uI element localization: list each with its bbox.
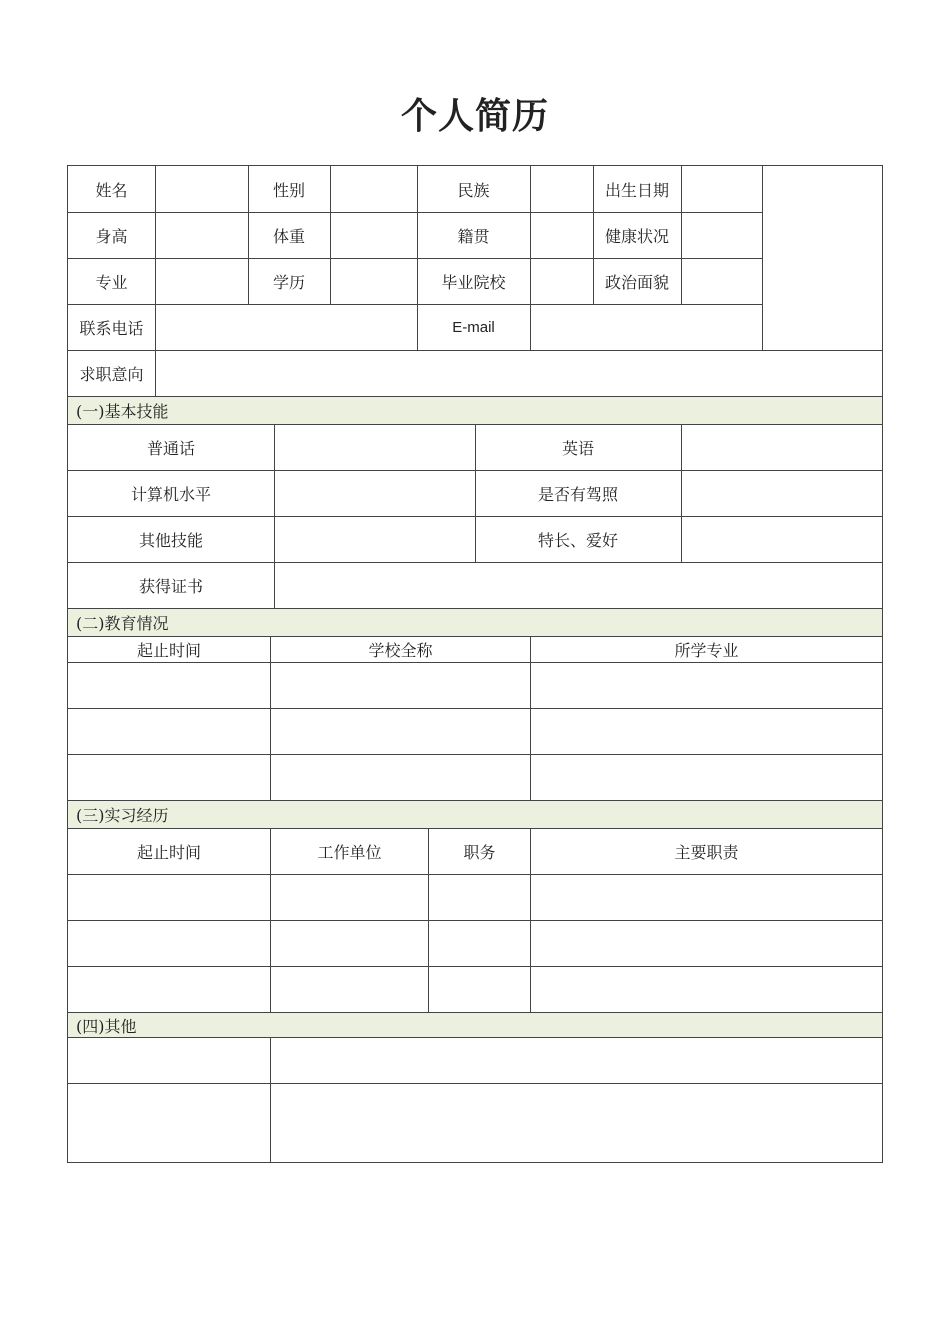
gender-field[interactable] [331,166,417,212]
label-phone: 联系电话 [79,318,144,338]
photo-area[interactable] [763,166,882,350]
label-height: 身高 [95,226,128,246]
edu-col-major: 所学专业 [674,640,739,660]
english-field[interactable] [682,424,882,470]
graduated-from-field[interactable] [531,258,593,304]
intern-row-3-duties[interactable] [531,966,882,1012]
intern-row-1-employer[interactable] [271,874,428,920]
edu-row-2-school[interactable] [271,708,530,754]
label-certificates: 获得证书 [138,576,203,596]
health-field[interactable] [682,212,762,258]
label-birth-date: 出生日期 [604,180,669,200]
native-place-field[interactable] [531,212,593,258]
edu-row-2-major[interactable] [531,708,882,754]
intern-row-2-position[interactable] [429,920,530,966]
intern-row-3-period[interactable] [68,966,270,1012]
intern-row-1-position[interactable] [429,874,530,920]
other-row-1-content[interactable] [271,1038,882,1083]
edu-row-1-school[interactable] [271,662,530,708]
hobbies-field[interactable] [682,516,882,562]
intern-row-1-duties[interactable] [531,874,882,920]
driver-license-field[interactable] [682,470,882,516]
mandarin-field[interactable] [275,424,475,470]
other-skills-field[interactable] [275,516,475,562]
label-english: 英语 [561,438,594,458]
page-title: 个人简历 [400,96,549,137]
birth-date-field[interactable] [682,166,762,212]
label-driver-license: 是否有驾照 [537,484,618,504]
computer-field[interactable] [275,470,475,516]
intern-col-period: 起止时间 [136,842,201,862]
other-row-2-content[interactable] [271,1084,882,1162]
edu-row-1-major[interactable] [531,662,882,708]
major-field[interactable] [156,258,248,304]
job-intention-field[interactable] [156,350,882,396]
label-native-place: 籍贯 [457,226,490,246]
edu-row-3-major[interactable] [531,754,882,800]
certificates-field[interactable] [275,562,882,608]
label-ethnicity: 民族 [457,180,490,200]
intern-row-1-period[interactable] [68,874,270,920]
intern-col-duties: 主要职责 [674,842,739,862]
label-weight: 体重 [272,226,305,246]
section-internship-heading: (三)实习经历 [68,801,882,828]
intern-row-2-employer[interactable] [271,920,428,966]
edu-row-3-school[interactable] [271,754,530,800]
political-status-field[interactable] [682,258,762,304]
education-field[interactable] [331,258,417,304]
section-skills-heading: (一)基本技能 [68,397,882,424]
label-gender: 性别 [272,180,305,200]
section-other-heading: (四)其他 [68,1013,882,1037]
label-computer: 计算机水平 [130,484,211,504]
height-field[interactable] [156,212,248,258]
weight-field[interactable] [331,212,417,258]
edu-col-period: 起止时间 [136,640,201,660]
label-health: 健康状况 [604,226,669,246]
name-field[interactable] [156,166,248,212]
edu-row-2-period[interactable] [68,708,270,754]
edu-row-1-period[interactable] [68,662,270,708]
edu-row-3-period[interactable] [68,754,270,800]
label-name: 姓名 [95,180,128,200]
resume-form [67,165,883,1163]
phone-field[interactable] [156,304,417,350]
edu-col-school: 学校全称 [368,640,433,660]
label-job-intention: 求职意向 [79,364,144,384]
intern-row-2-period[interactable] [68,920,270,966]
label-hobbies: 特长、爱好 [537,530,618,550]
label-major: 专业 [95,272,128,292]
intern-col-employer: 工作单位 [317,842,382,862]
section-education-heading: (二)教育情况 [68,609,882,636]
intern-row-3-employer[interactable] [271,966,428,1012]
other-row-2-label[interactable] [68,1084,270,1162]
intern-col-position: 职务 [463,842,496,862]
label-graduated-from: 毕业院校 [441,272,506,292]
email-field[interactable] [531,304,762,350]
ethnicity-field[interactable] [531,166,593,212]
label-email: E-mail [452,318,495,336]
label-mandarin: 普通话 [146,438,195,458]
label-education: 学历 [272,272,305,292]
other-row-1-label[interactable] [68,1038,270,1083]
intern-row-3-position[interactable] [429,966,530,1012]
intern-row-2-duties[interactable] [531,920,882,966]
label-other-skills: 其他技能 [138,530,203,550]
label-political-status: 政治面貌 [604,272,669,292]
